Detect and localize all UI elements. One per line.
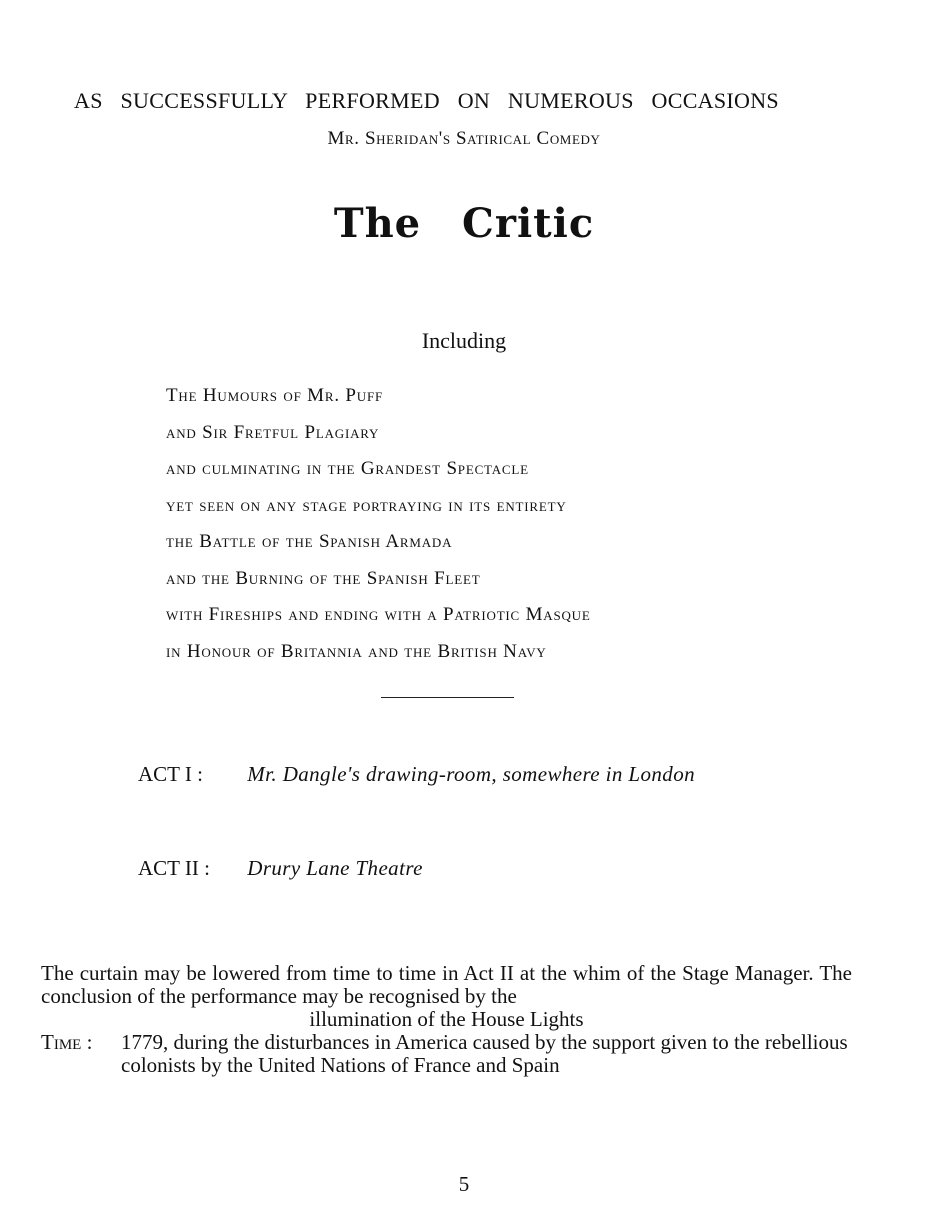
feature-list (166, 378, 591, 670)
feature-item: and culminating in the Grandest Spectacle (166, 458, 529, 479)
including-label: Including (421, 328, 507, 353)
page-number: 5 (458, 1172, 470, 1196)
act-one-setting: Mr. Dangle's drawing-room, somewhere in London (247, 762, 696, 786)
act-two-label: ACT II : (138, 856, 210, 880)
feature-item: with Fireships and ending with a Patriotic Masque (166, 604, 591, 625)
play-title: The Critic (333, 200, 595, 247)
time-label: Time : (41, 1030, 93, 1054)
curtain-note-end: illumination of the House Lights (309, 1007, 584, 1031)
time-text: 1779, during the disturbances in America caused by the support given to the rebellious colonists by the United Nations of France and Spain (121, 1030, 848, 1077)
feature-item: The Humours of Mr. Puff (166, 385, 384, 406)
feature-item: and Sir Fretful Plagiary (166, 421, 380, 443)
time-note (41, 1031, 852, 1077)
subheadline: Mr. Sheridan's Satirical Comedy (327, 128, 601, 149)
act-two-setting: Drury Lane Theatre (247, 856, 423, 880)
act-one (138, 762, 695, 787)
feature-item: yet seen on any stage portraying in its entirety (166, 494, 567, 516)
feature-item: the Battle of the Spanish Armada (166, 531, 453, 552)
feature-item: in Honour of Britannia and the British Navy (166, 640, 547, 662)
act-one-label: ACT I : (138, 762, 203, 786)
production-notes (41, 962, 852, 1077)
curtain-note: The curtain may be lowered from time to time in Act II at the whim of the Stage Manager. The conclusion of the performance may be recognised by the (41, 961, 852, 1008)
feature-item: and the Burning of the Spanish Fleet (166, 567, 481, 589)
divider-rule (381, 697, 514, 698)
act-two (138, 856, 423, 881)
headline: AS SUCCESSFULLY PERFORMED ON NUMEROUS OCCASIONS (74, 88, 779, 113)
